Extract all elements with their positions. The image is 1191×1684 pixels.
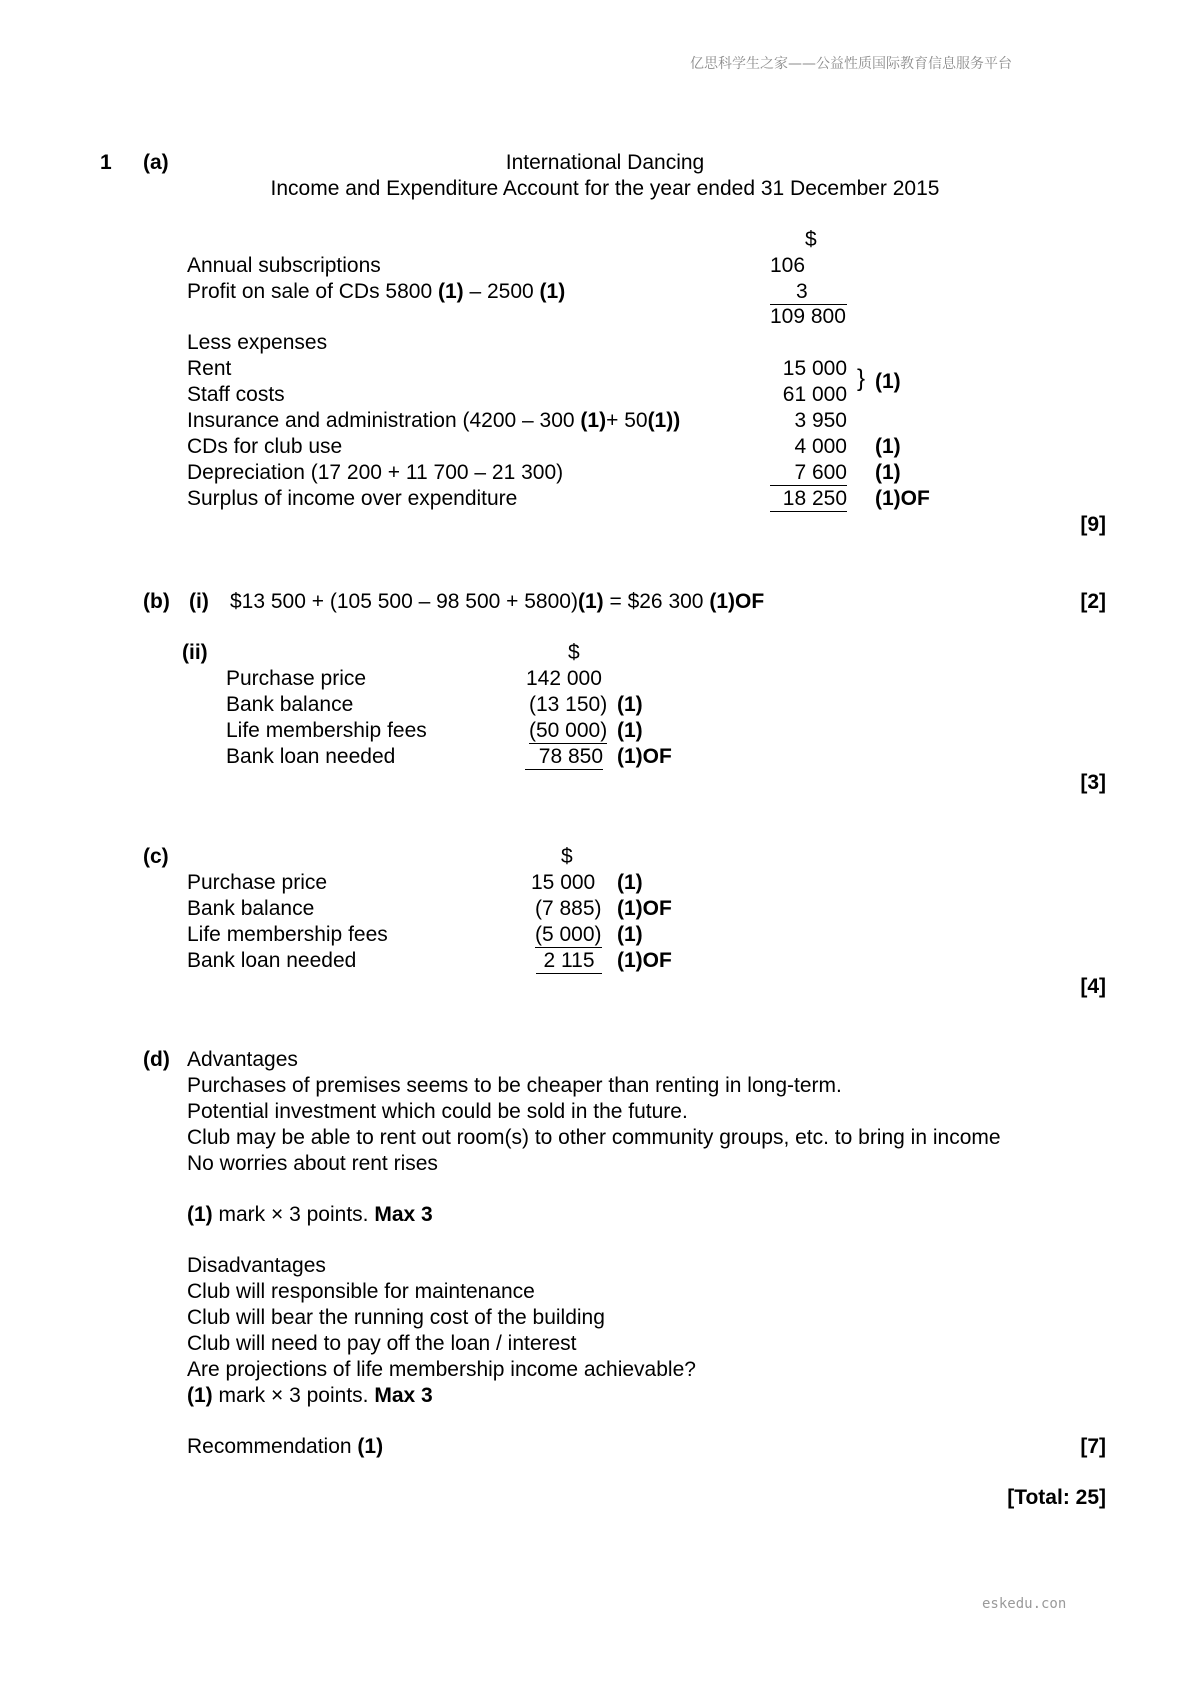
advantage-item: Potential investment which could be sold in the future. — [187, 1100, 688, 1123]
currency-heading: $ — [805, 228, 817, 251]
advantage-item: No worries about rent rises — [187, 1152, 438, 1175]
advantages-heading: Advantages — [187, 1048, 298, 1071]
part-b-i-label: (i) — [189, 590, 209, 613]
calc-row-label: Bank balance — [226, 693, 354, 716]
ie-row-amount: 4 000 — [794, 435, 847, 458]
ie-row-label: Surplus of income over expenditure — [187, 487, 518, 510]
account-title: International Dancing — [505, 151, 705, 174]
calc-row-label: Purchase price — [226, 667, 367, 690]
calc-row-mark: (1)OF — [617, 897, 672, 920]
ie-row-label: Annual subscriptions — [187, 254, 381, 277]
calc-row-amount: 15 000 — [531, 871, 596, 894]
advantage-item: Purchases of premises seems to be cheaper than renting in long-term. — [187, 1074, 842, 1097]
calc-row-mark: (1)OF — [617, 745, 672, 768]
part-a-total: [9] — [1080, 513, 1106, 536]
page-header: 亿思科学生之家——公益性质国际教育信息服务平台 — [690, 56, 1012, 72]
advantage-item: Club may be able to rent out room(s) to other community groups, etc. to bring in income — [187, 1126, 1001, 1149]
disadvantage-item: Club will need to pay off the loan / interest — [187, 1332, 577, 1355]
calc-row-label: Life membership fees — [187, 923, 388, 946]
calc-row-label: Purchase price — [187, 871, 328, 894]
grand-total: [Total: 25] — [1007, 1486, 1106, 1509]
ie-row-amount: 15 000 — [782, 357, 847, 380]
ie-row-label: Staff costs — [187, 383, 285, 406]
ie-row-amount: 61 000 — [782, 383, 847, 406]
disadvantage-item: Are projections of life membership income achievable? — [187, 1358, 696, 1381]
ie-row-amount: 106 — [770, 254, 806, 277]
part-c-label: (c) — [143, 845, 169, 868]
ie-row-label: CDs for club use — [187, 435, 343, 458]
part-b-ii-label: (ii) — [182, 641, 208, 664]
calc-row-label: Bank balance — [187, 897, 315, 920]
calc-row-amount: (5 000) — [535, 923, 602, 946]
brace-symbol: } — [857, 365, 866, 392]
recommendation: Recommendation (1) — [187, 1435, 384, 1458]
ie-subtotal: 109 800 — [770, 305, 846, 328]
currency-heading: $ — [568, 641, 580, 664]
part-d-label: (d) — [143, 1048, 170, 1071]
calc-row-amount: 2 115 — [536, 948, 602, 974]
ie-row-amount: 3 950 — [794, 409, 847, 432]
calc-row-label: Bank loan needed — [226, 745, 396, 768]
advantages-mark-scheme: (1) mark × 3 points. Max 3 — [187, 1203, 433, 1226]
part-c-total: [4] — [1080, 975, 1106, 998]
part-b-i-answer: $13 500 + (105 500 – 98 500 + 5800)(1) = $26 300 (1)OF — [230, 590, 765, 613]
part-b-ii-total: [3] — [1080, 771, 1106, 794]
calc-row-amount: (13 150) — [529, 693, 608, 716]
ie-row-amount: 7 600 — [770, 460, 847, 486]
ie-row-mark: (1)OF — [875, 487, 930, 510]
brace-mark: (1) — [875, 370, 901, 393]
page-footer: eskedu.con — [982, 1596, 1067, 1612]
less-expenses-heading: Less expenses — [187, 331, 328, 354]
account-subtitle: Income and Expenditure Account for the year ended 31 December 2015 — [270, 177, 940, 200]
disadvantage-item: Club will responsible for maintenance — [187, 1280, 535, 1303]
calc-row-mark: (1) — [617, 693, 643, 716]
calc-row-amount: (7 885) — [535, 897, 602, 920]
calc-row-mark: (1)OF — [617, 949, 672, 972]
disadvantage-item: Club will bear the running cost of the building — [187, 1306, 605, 1329]
calc-row-label: Bank loan needed — [187, 949, 357, 972]
ie-row-label: Profit on sale of CDs 5800 (1) – 2500 (1) — [187, 280, 566, 303]
part-d-total: [7] — [1080, 1435, 1106, 1458]
ie-row-label: Rent — [187, 357, 232, 380]
currency-heading: $ — [561, 845, 573, 868]
ie-row-label: Depreciation (17 200 + 11 700 – 21 300) — [187, 461, 564, 484]
calc-row-label: Life membership fees — [226, 719, 427, 742]
part-b-i-total: [2] — [1080, 590, 1106, 613]
ie-row-mark: (1) — [875, 461, 901, 484]
calc-row-mark: (1) — [617, 719, 643, 742]
ie-row-mark: (1) — [875, 435, 901, 458]
part-a-label: (a) — [143, 151, 169, 174]
question-number: 1 — [100, 151, 112, 174]
ie-row-amount: 3 — [770, 279, 847, 305]
ie-row-label: Insurance and administration (4200 – 300 (1)+ 50(1)) — [187, 409, 681, 432]
disadvantages-mark-scheme: (1) mark × 3 points. Max 3 — [187, 1384, 433, 1407]
calc-row-amount: (50 000) — [529, 719, 608, 742]
ie-row-amount: 18 250 — [770, 486, 847, 512]
calc-row-amount: 78 850 — [525, 744, 603, 770]
part-b-label: (b) — [143, 590, 170, 613]
disadvantages-heading: Disadvantages — [187, 1254, 326, 1277]
calc-row-mark: (1) — [617, 871, 643, 894]
calc-row-mark: (1) — [617, 923, 643, 946]
calc-row-amount: 142 000 — [526, 667, 602, 690]
